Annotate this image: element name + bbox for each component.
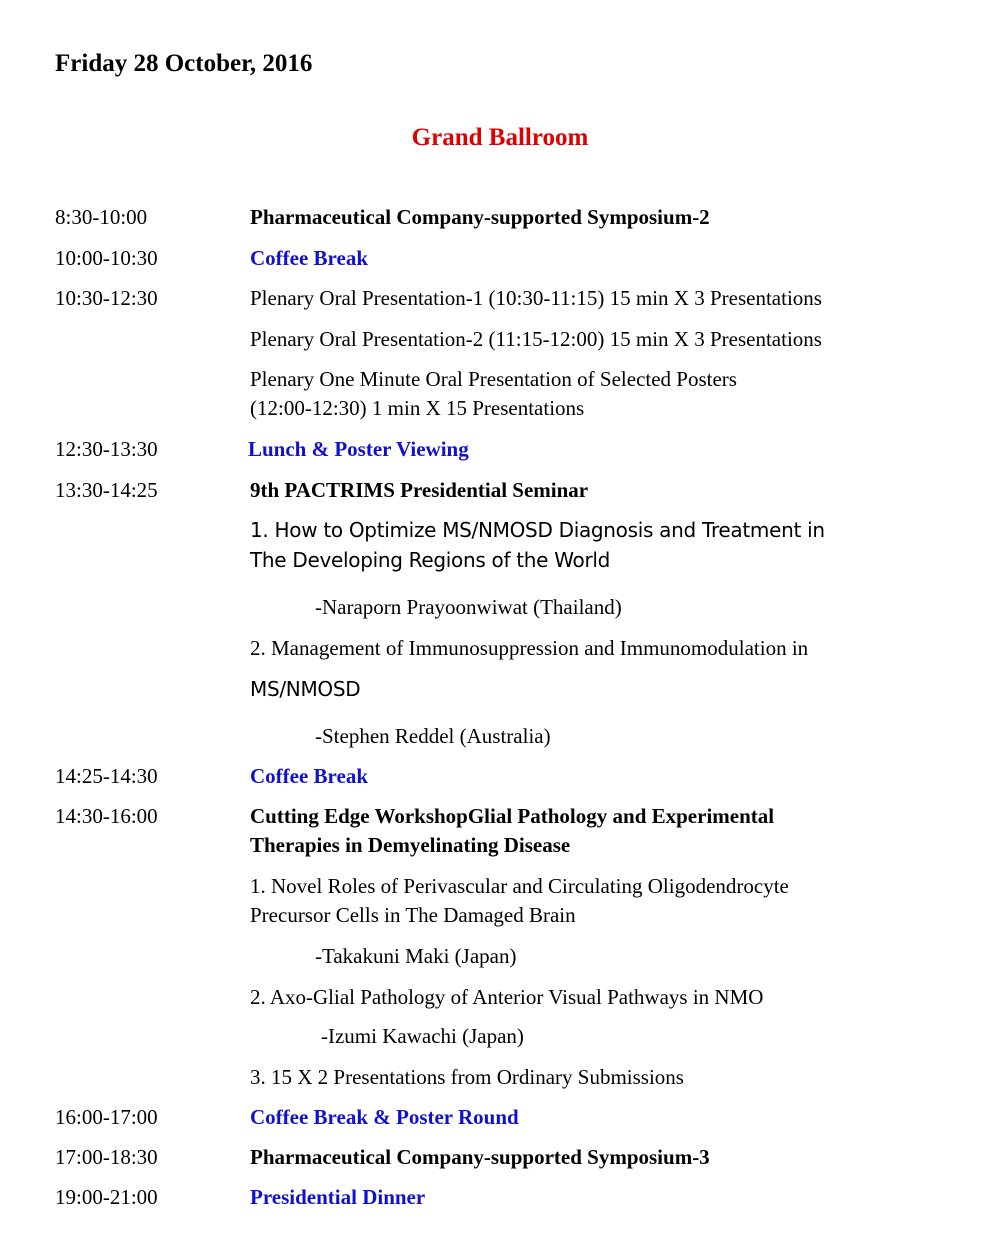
session-title: Therapies in Demyelinating Disease bbox=[250, 833, 571, 857]
time-slot: 14:30-16:00 bbox=[55, 804, 158, 828]
break-title: Coffee Break & Poster Round bbox=[250, 1105, 519, 1129]
time-slot: 16:00-17:00 bbox=[55, 1105, 158, 1129]
time-slot: 10:30-12:30 bbox=[55, 286, 158, 310]
break-title: Presidential Dinner bbox=[250, 1185, 426, 1209]
talk-title: 3. 15 X 2 Presentations from Ordinary Submissions bbox=[250, 1065, 684, 1089]
session-title: Pharmaceutical Company-supported Symposium-3 bbox=[250, 1145, 710, 1169]
talk-title: Precursor Cells in The Damaged Brain bbox=[250, 903, 576, 927]
break-title: Coffee Break bbox=[250, 246, 368, 270]
break-title: Lunch & Poster Viewing bbox=[248, 437, 469, 461]
page-date: Friday 28 October, 2016 bbox=[55, 50, 313, 77]
time-slot: 10:00-10:30 bbox=[55, 246, 158, 270]
talk-title: 1. Novel Roles of Perivascular and Circulating Oligodendrocyte bbox=[250, 874, 789, 898]
speaker-name: -Naraporn Prayoonwiwat (Thailand) bbox=[315, 595, 622, 619]
speaker-name: -Stephen Reddel (Australia) bbox=[315, 724, 551, 748]
speaker-name: -Takakuni Maki (Japan) bbox=[315, 944, 517, 968]
talk-title: 2. Axo-Glial Pathology of Anterior Visual Pathways in NMO bbox=[250, 985, 764, 1009]
talk-title: 2. Management of Immunosuppression and Immunomodulation in bbox=[250, 636, 809, 660]
time-slot: 8:30-10:00 bbox=[55, 205, 148, 229]
talk-title: MS/NMOSD bbox=[250, 677, 361, 701]
time-slot: 19:00-21:00 bbox=[55, 1185, 158, 1209]
session-title: Pharmaceutical Company-supported Symposium-2 bbox=[250, 205, 710, 229]
time-slot: 17:00-18:30 bbox=[55, 1145, 158, 1169]
speaker-name: -Izumi Kawachi (Japan) bbox=[321, 1024, 524, 1048]
time-slot: 14:25-14:30 bbox=[55, 764, 158, 788]
talk-title: The Developing Regions of the World bbox=[250, 548, 611, 572]
break-title: Coffee Break bbox=[250, 764, 368, 788]
session-title: Cutting Edge WorkshopGlial Pathology and Experimental bbox=[250, 804, 775, 828]
time-slot: 13:30-14:25 bbox=[55, 478, 158, 502]
session-line: Plenary One Minute Oral Presentation of Selected Posters bbox=[250, 367, 737, 391]
talk-title: 1. How to Optimize MS/NMOSD Diagnosis and Treatment in bbox=[250, 518, 825, 542]
time-slot: 12:30-13:30 bbox=[55, 437, 158, 461]
session-line: Plenary Oral Presentation-1 (10:30-11:15) 15 min X 3 Presentations bbox=[250, 286, 822, 310]
venue-title: Grand Ballroom bbox=[411, 124, 589, 151]
session-title: 9th PACTRIMS Presidential Seminar bbox=[250, 478, 589, 502]
session-line: Plenary Oral Presentation-2 (11:15-12:00) 15 min X 3 Presentations bbox=[250, 327, 822, 351]
session-line: (12:00-12:30) 1 min X 15 Presentations bbox=[250, 396, 585, 420]
